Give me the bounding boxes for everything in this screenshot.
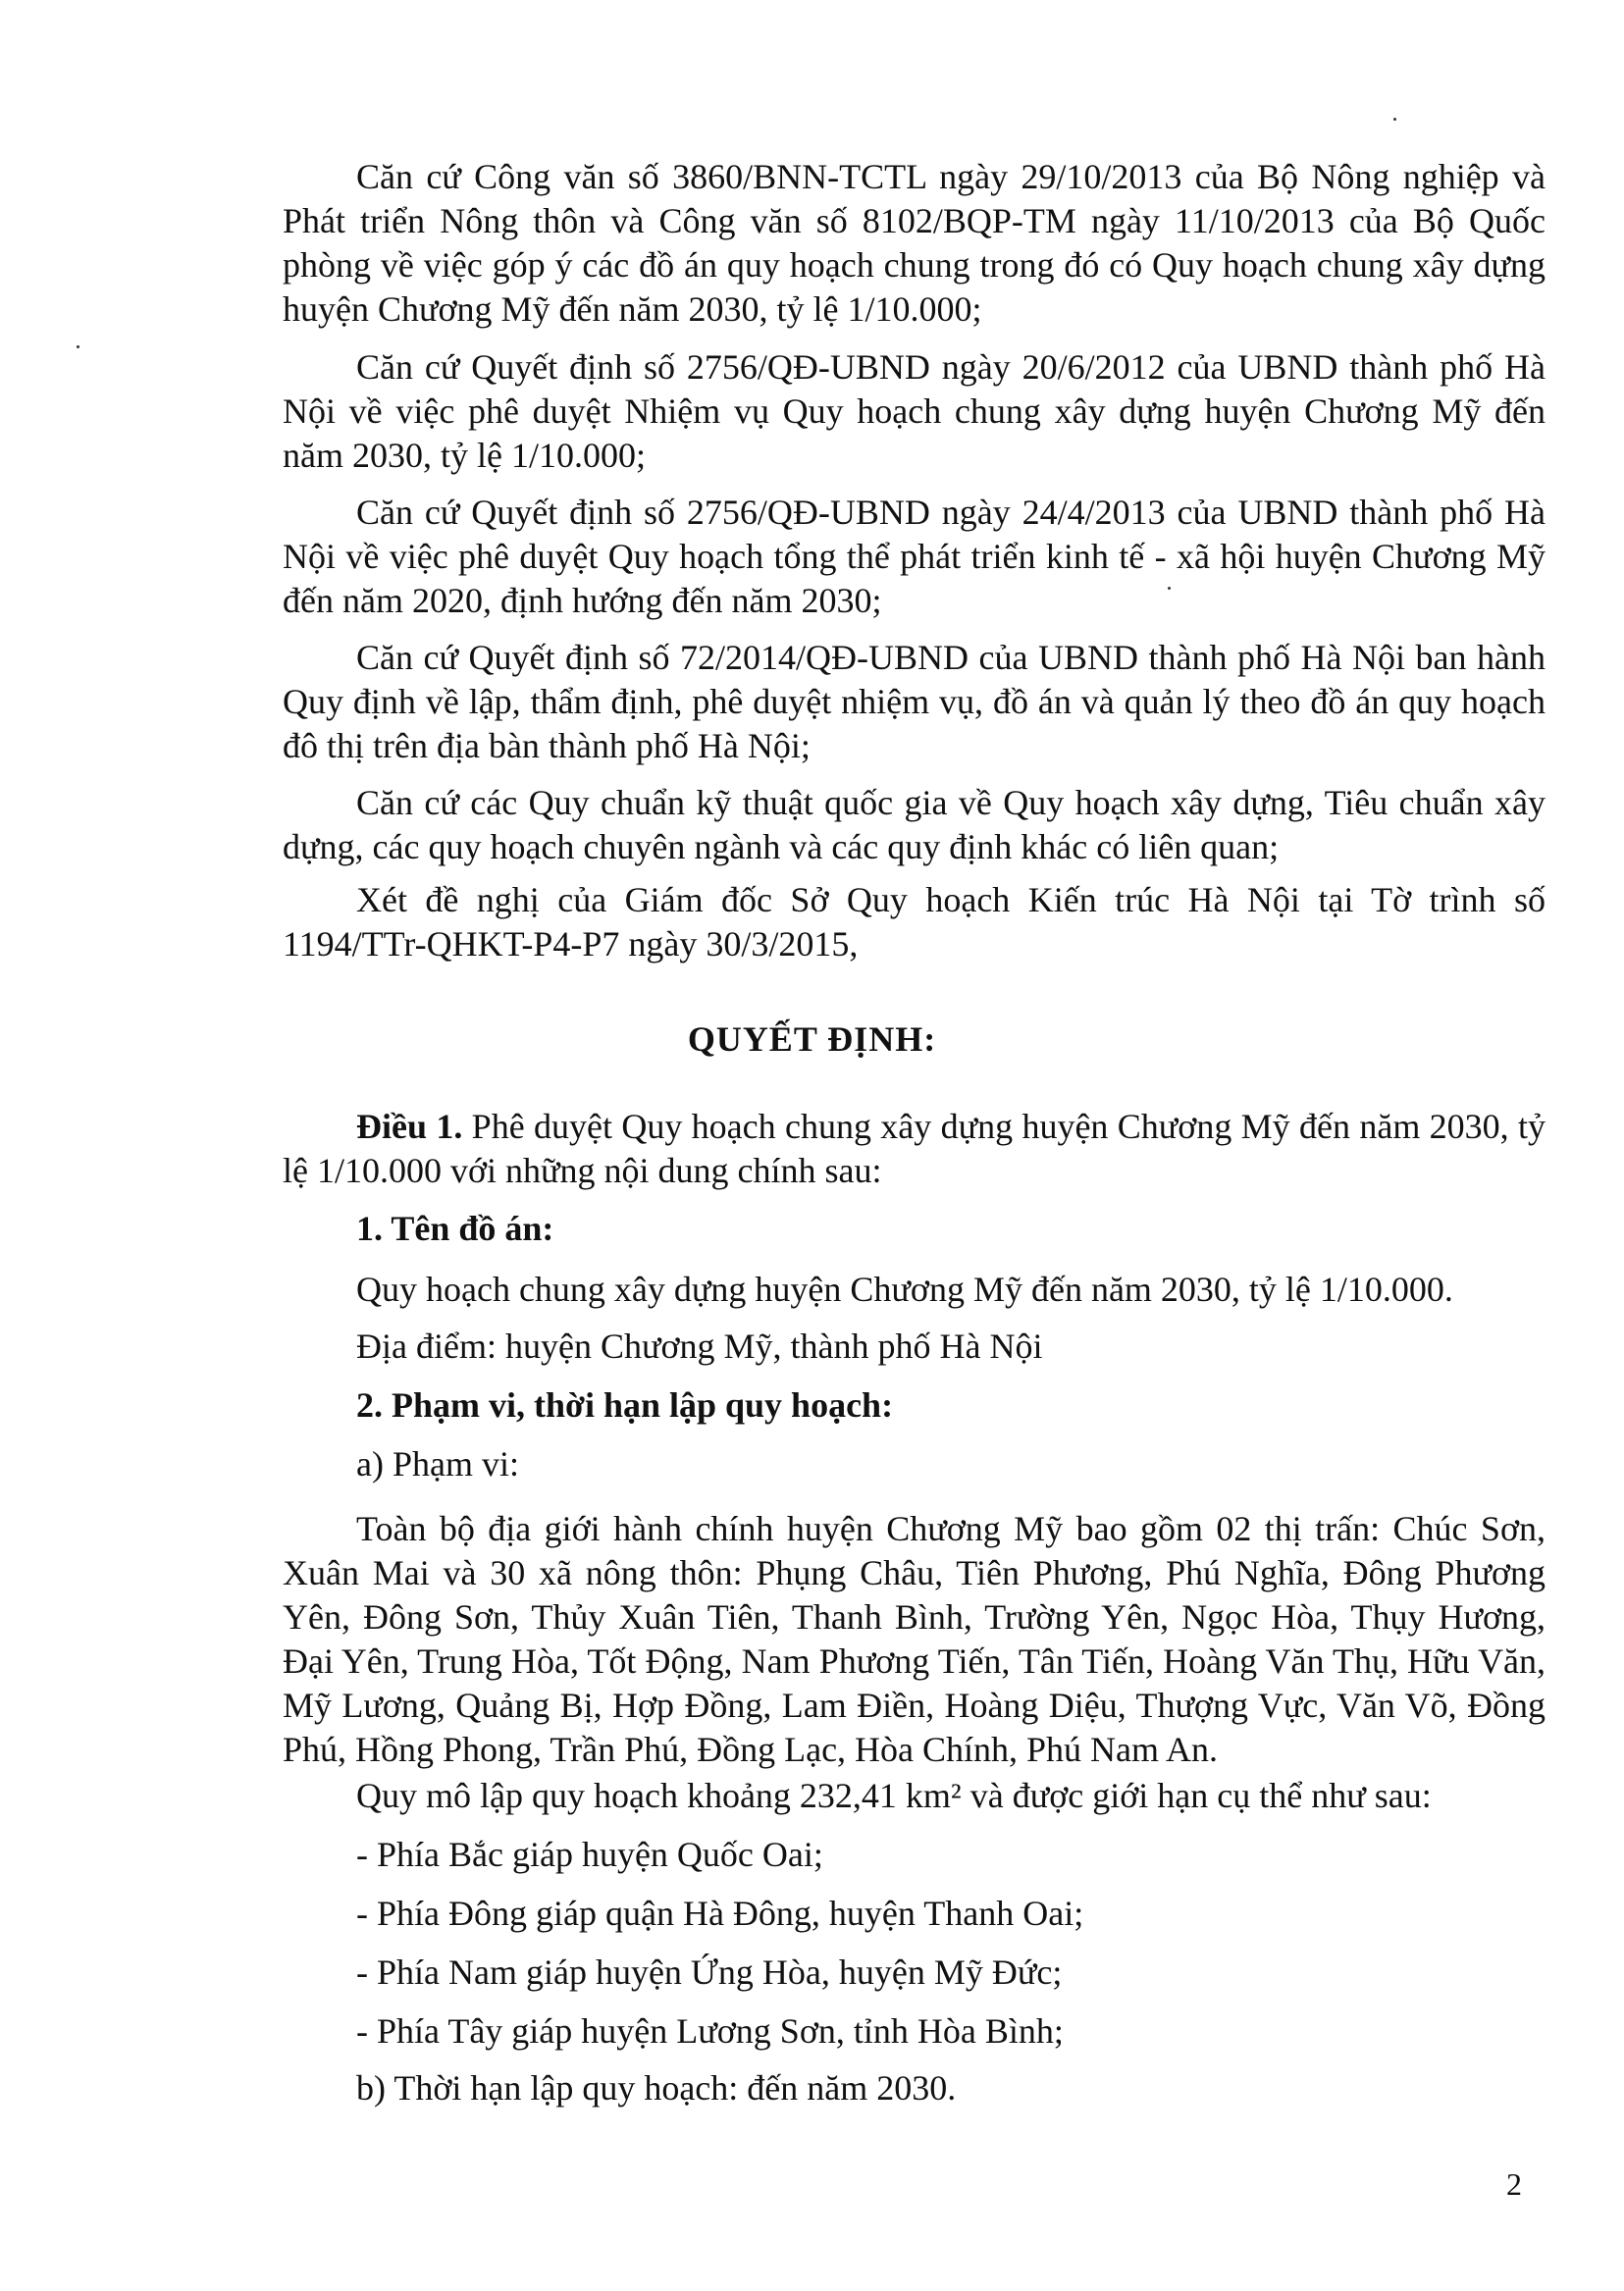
- paragraph-proposal: Xét đề nghị của Giám đốc Sở Quy hoạch Kiến trúc Hà Nội tại Tờ trình số 1194/TTr-QHKT-P4-P7 ngày 30/3/2015,: [283, 880, 1545, 963]
- paragraph-legal-basis-3: Căn cứ Quyết định số 2756/QĐ-UBND ngày 24/4/2013 của UBND thành phố Hà Nội về việc phê duyệt Quy hoạch tổng thể phát triển kinh tế - xã hội huyện Chương Mỹ đến năm 2020, định hướng đến năm 2030;: [283, 493, 1545, 620]
- border-south: - Phía Nam giáp huyện Ứng Hòa, huyện Mỹ Đức;: [356, 1953, 1063, 1992]
- section-2-term: b) Thời hạn lập quy hoạch: đến năm 2030.: [356, 2068, 957, 2108]
- section-2-title: 2. Phạm vi, thời hạn lập quy hoạch:: [356, 1385, 894, 1425]
- scan-speck: [1393, 118, 1396, 121]
- section-2-area-text: Quy mô lập quy hoạch khoảng 232,41 km² và được giới hạn cụ thể như sau:: [356, 1776, 1432, 1815]
- decision-heading: QUYẾT ĐỊNH:: [687, 1019, 937, 1059]
- section-1-location: Địa điểm: huyện Chương Mỹ, thành phố Hà Nội: [356, 1327, 1043, 1366]
- paragraph-legal-basis-5: Căn cứ các Quy chuẩn kỹ thuật quốc gia về Quy hoạch xây dựng, Tiêu chuẩn xây dựng, các quy hoạch chuyên ngành và các quy định khác có liên quan;: [283, 783, 1545, 866]
- article-1-label: Điều 1.: [356, 1107, 463, 1146]
- border-east: - Phía Đông giáp quận Hà Đông, huyện Thanh Oai;: [356, 1894, 1084, 1933]
- article-1-text: Phê duyệt Quy hoạch chung xây dựng huyện Chương Mỹ đến năm 2030, tỷ lệ 1/10.000 với những nội dung chính sau:: [283, 1107, 1545, 1190]
- section-1-project-name: Quy hoạch chung xây dựng huyện Chương Mỹ đến năm 2030, tỷ lệ 1/10.000.: [356, 1270, 1453, 1309]
- section-1-title: 1. Tên đồ án:: [356, 1209, 554, 1248]
- section-2-scope-text: Toàn bộ địa giới hành chính huyện Chương Mỹ bao gồm 02 thị trấn: Chúc Sơn, Xuân Mai và 30 xã nông thôn: Phụng Châu, Tiên Phương, Phú Nghĩa, Đông Phương Yên, Đông Sơn, Thủy Xuân Tiên, Thanh Bình, Trường Yên, Ngọc Hòa, Thụy Hương, Đại Yên, Trung Hòa, Tốt Động, Nam Phương Tiến, Tân Tiến, Hoàng Văn Thụ, Hữu Văn, Mỹ Lương, Quảng Bị, Hợp Đồng, Lam Điền, Hoàng Diệu, Thượng Vực, Văn Võ, Đồng Phú, Hồng Phong, Trần Phú, Đồng Lạc, Hòa Chính, Phú Nam An.: [283, 1509, 1545, 1769]
- page-number: 2: [1506, 2166, 1522, 2202]
- section-2-scope-label: a) Phạm vi:: [356, 1444, 519, 1484]
- scan-speck: [77, 345, 79, 348]
- article-1: [283, 1105, 1545, 1193]
- border-west: - Phía Tây giáp huyện Lương Sơn, tỉnh Hòa Bình;: [356, 2011, 1064, 2051]
- border-north: - Phía Bắc giáp huyện Quốc Oai;: [356, 1835, 823, 1874]
- scan-speck: [1168, 587, 1171, 590]
- paragraph-legal-basis-4: Căn cứ Quyết định số 72/2014/QĐ-UBND của UBND thành phố Hà Nội ban hành Quy định về lập, thẩm định, phê duyệt nhiệm vụ, đồ án và quản lý theo đồ án quy hoạch đô thị trên địa bàn thành phố Hà Nội;: [283, 638, 1545, 765]
- paragraph-legal-basis-1: Căn cứ Công văn số 3860/BNN-TCTL ngày 29/10/2013 của Bộ Nông nghiệp và Phát triển Nông thôn và Công văn số 8102/BQP-TM ngày 11/10/2013 của Bộ Quốc phòng về việc góp ý các đồ án quy hoạch chung trong đó có Quy hoạch chung xây dựng huyện Chương Mỹ đến năm 2030, tỷ lệ 1/10.000;: [283, 157, 1545, 329]
- paragraph-legal-basis-2: Căn cứ Quyết định số 2756/QĐ-UBND ngày 20/6/2012 của UBND thành phố Hà Nội về việc phê duyệt Nhiệm vụ Quy hoạch chung xây dựng huyện Chương Mỹ đến năm 2030, tỷ lệ 1/10.000;: [283, 347, 1545, 475]
